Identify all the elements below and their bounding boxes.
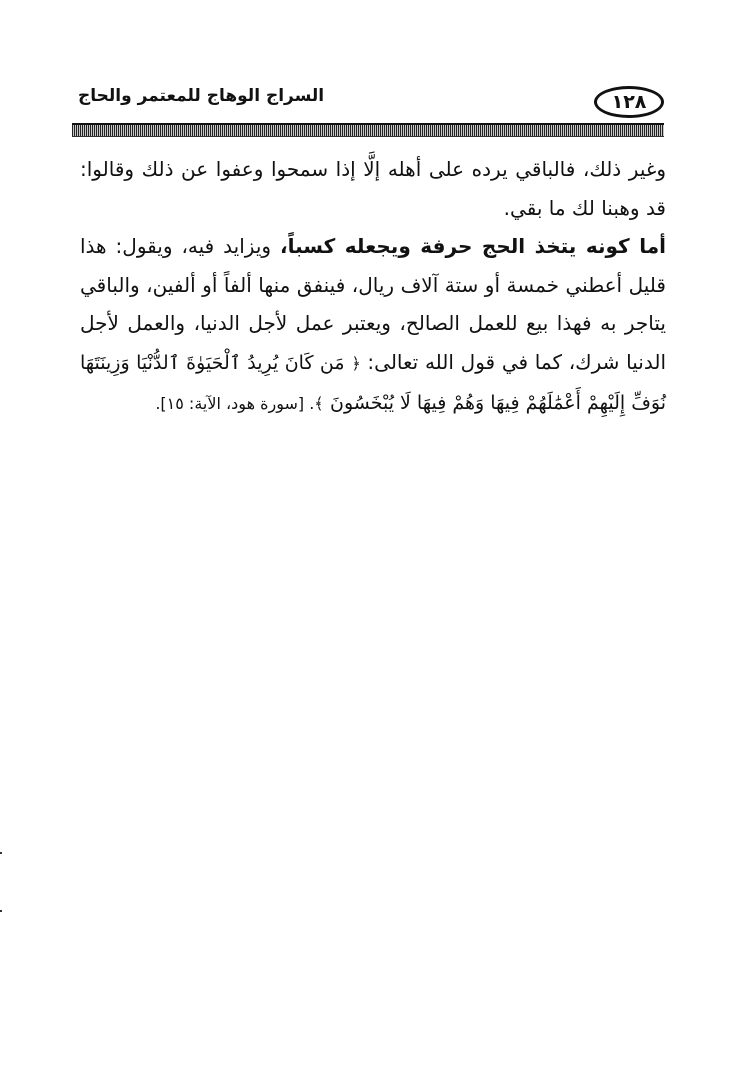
quran-close-bracket: ﴾ — [314, 394, 324, 413]
running-title: السراج الوهاج للمعتمر والحاج — [78, 86, 325, 106]
paragraph-1: وغير ذلك، فالباقي يرده على أهله إلَّا إذا سمحوا وعفوا عن ذلك وقالوا: قد وهبنا لك ما بقي. — [80, 157, 666, 220]
page-header — [72, 82, 664, 118]
body-text — [80, 150, 666, 424]
scan-mark — [0, 910, 2, 912]
page-number: ١٢٨ — [594, 86, 664, 118]
paragraph-2 — [80, 227, 666, 424]
verse-reference: . [سورة هود، الآية: ١٥]. — [155, 394, 315, 413]
quran-verse: مَن كَانَ يُرِيدُ ٱلْحَيَوٰةَ ٱلدُّنْيَا وَزِينَتَهَا نُوَفِّ إِلَيْهِمْ أَعْمَٰلَهُمْ فِيهَا وَهُمْ فِيهَا لَا يُبْخَسُونَ — [80, 351, 666, 414]
header-rule — [72, 123, 664, 137]
scan-mark — [0, 852, 2, 854]
bold-phrase: أما كونه يتخذ الحج حرفة ويجعله كسباً، — [280, 234, 666, 258]
quran-open-bracket: ﴿ — [351, 353, 361, 373]
paragraph-2-text: ويزايد فيه، ويقول: هذا قليل أعطني خمسة أو ستة آلاف ريال، فينفق منها ألفاً أو ألفين، والباقي يتاجر به فهذا بيع للعمل الصالح، ويعتبر عمل لأجل الدنيا، والعمل لأجل الدنيا شرك، كما في قول الله تعالى: — [80, 234, 667, 374]
